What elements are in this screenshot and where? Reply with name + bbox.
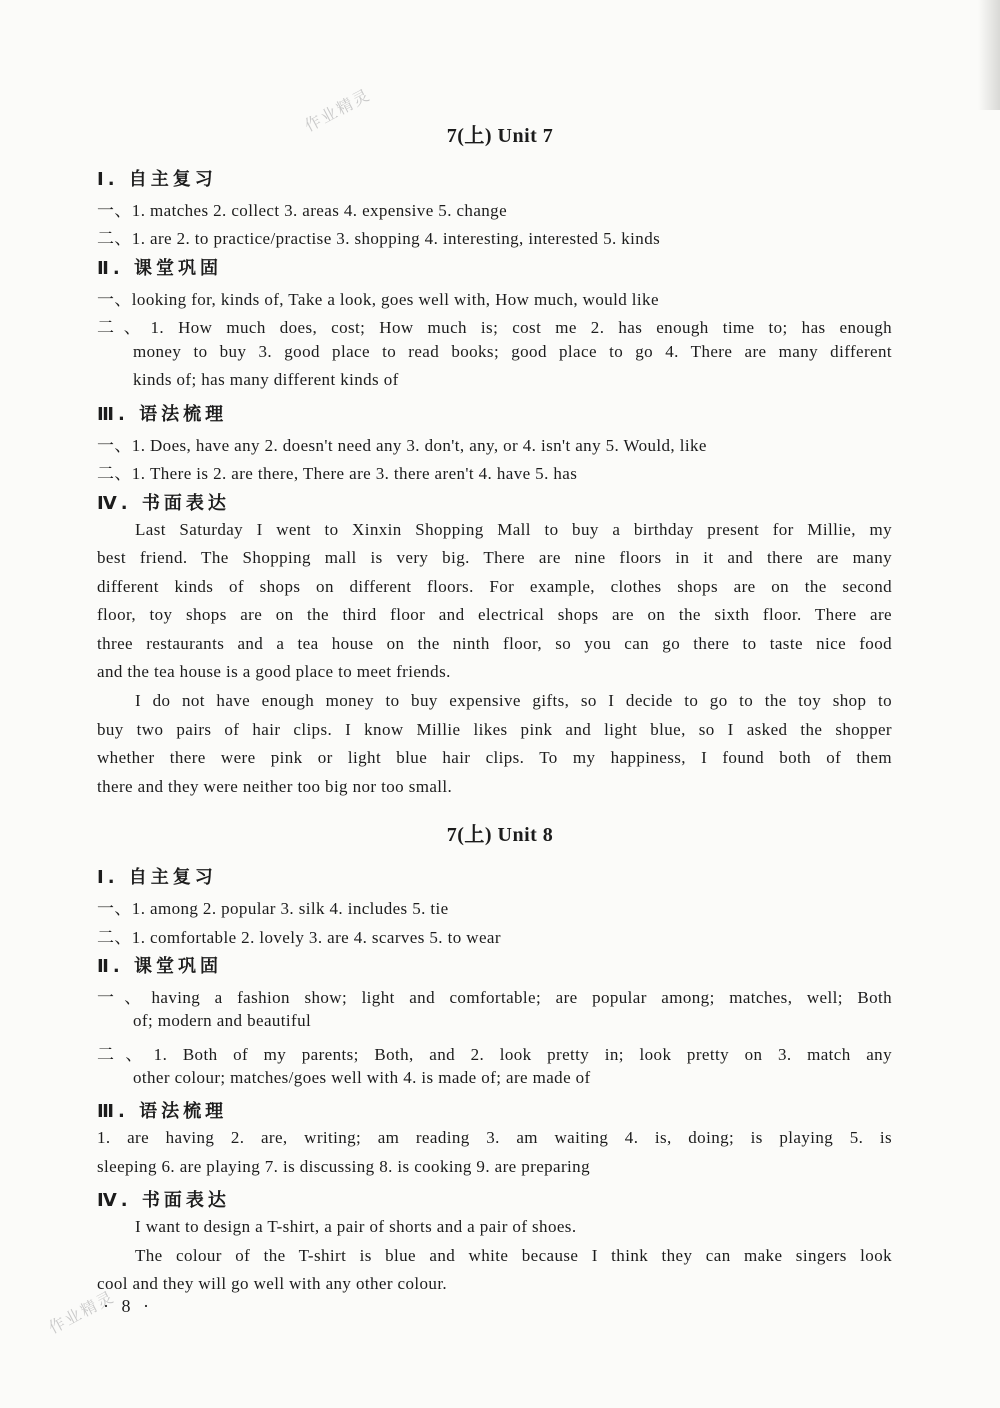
page-edge-shadow [978, 0, 1000, 110]
unit8-s2-line1: 一、having a fashion show; light and comfortable; are popular among; matches, well; Both [97, 988, 892, 1007]
unit7-s2-line1: 一、looking for, kinds of, Take a look, goes well with, How much, would like [97, 290, 659, 309]
unit7-section2-heading: Ⅱ. 课堂巩固 [97, 258, 222, 279]
unit8-essay-p2-line2: cool and they will go well with any other colour. [97, 1274, 448, 1293]
unit7-essay-p2-line3: whether there were pink or light blue hair clips. To my happiness, I found both of them [97, 748, 892, 767]
unit8-section3-heading: Ⅲ. 语法梳理 [97, 1101, 228, 1122]
unit8-section4-heading: Ⅳ. 书面表达 [97, 1190, 230, 1211]
unit7-essay-p1-line3: different kinds of shops on different floors. For example, clothes shops are on the second [97, 577, 892, 596]
unit7-title: 7(上) Unit 7 [446, 125, 554, 147]
page-number: · 8 · [103, 1296, 153, 1316]
unit7-essay-p1-line6: and the tea house is a good place to meet friends. [97, 662, 451, 681]
unit7-essay-p1-line1: Last Saturday I went to Xinxin Shopping Mall to buy a birthday present for Millie, my [135, 520, 892, 539]
unit7-essay-p1-line4: floor, toy shops are on the third floor and electrical shops are on the sixth floor. There are [97, 605, 892, 624]
unit7-essay-p2-line4: there and they were neither too big nor too small. [97, 777, 453, 796]
unit7-section1-heading: Ⅰ. 自主复习 [97, 169, 217, 190]
unit7-essay-p1-line2: best friend. The Shopping mall is very big. There are nine floors in it and there are many [97, 548, 892, 567]
unit7-section4-heading: Ⅳ. 书面表达 [97, 493, 230, 514]
unit7-s2-line3: money to buy 3. good place to read books; good place to go 4. There are many different [133, 342, 892, 361]
unit7-s1-line2: 二、1. are 2. to practice/practise 3. shopping 4. interesting, interested 5. kinds [97, 229, 661, 248]
unit8-s3-line2: sleeping 6. are playing 7. is discussing 8. is cooking 9. are preparing [97, 1157, 590, 1176]
unit7-essay-p1-line5: three restaurants and a tea house on the ninth floor, so you can go there to taste nice food [97, 634, 892, 653]
unit8-s1-line1: 一、1. among 2. popular 3. silk 4. includes 5. tie [97, 899, 449, 918]
unit8-essay-p1: I want to design a T-shirt, a pair of shorts and a pair of shoes. [135, 1217, 577, 1236]
unit7-s2-line4: kinds of; has many different kinds of [133, 370, 399, 389]
unit8-essay-p2-line1: The colour of the T-shirt is blue and white because I think they can make singers look [135, 1246, 892, 1265]
unit8-title: 7(上) Unit 8 [446, 824, 554, 846]
watermark-top: 作业精灵 [301, 84, 374, 136]
unit8-section1-heading: Ⅰ. 自主复习 [97, 867, 217, 888]
unit8-section2-heading: Ⅱ. 课堂巩固 [97, 956, 222, 977]
unit7-s3-line2: 二、1. There is 2. are there, There are 3. there aren't 4. have 5. has [97, 464, 578, 483]
unit8-s3-line1: 1. are having 2. are, writing; am reading 3. am waiting 4. is, doing; is playing 5. is [97, 1128, 892, 1147]
unit7-s3-line1: 一、1. Does, have any 2. doesn't need any 3. don't, any, or 4. isn't any 5. Would, like [97, 436, 707, 455]
unit8-s1-line2: 二、1. comfortable 2. lovely 3. are 4. scarves 5. to wear [97, 928, 501, 947]
watermark-bottom: 作业精灵 [45, 1286, 118, 1338]
unit8-s2-line3: 二、1. Both of my parents; Both, and 2. look pretty in; look pretty on 3. match any [97, 1045, 892, 1064]
unit8-s2-line2: of; modern and beautiful [133, 1011, 312, 1030]
unit7-essay-p2-line2: buy two pairs of hair clips. I know Millie likes pink and light blue, so I asked the shopper [97, 720, 892, 739]
unit7-s1-line1: 一、1. matches 2. collect 3. areas 4. expensive 5. change [97, 201, 508, 220]
unit8-s2-line4: other colour; matches/goes well with 4. is made of; are made of [133, 1068, 591, 1087]
unit7-s2-line2: 二、1. How much does, cost; How much is; cost me 2. has enough time to; has enough [97, 318, 892, 337]
unit7-essay-p2-line1: I do not have enough money to buy expensive gifts, so I decide to go to the toy shop to [135, 691, 892, 710]
unit7-section3-heading: Ⅲ. 语法梳理 [97, 404, 228, 425]
